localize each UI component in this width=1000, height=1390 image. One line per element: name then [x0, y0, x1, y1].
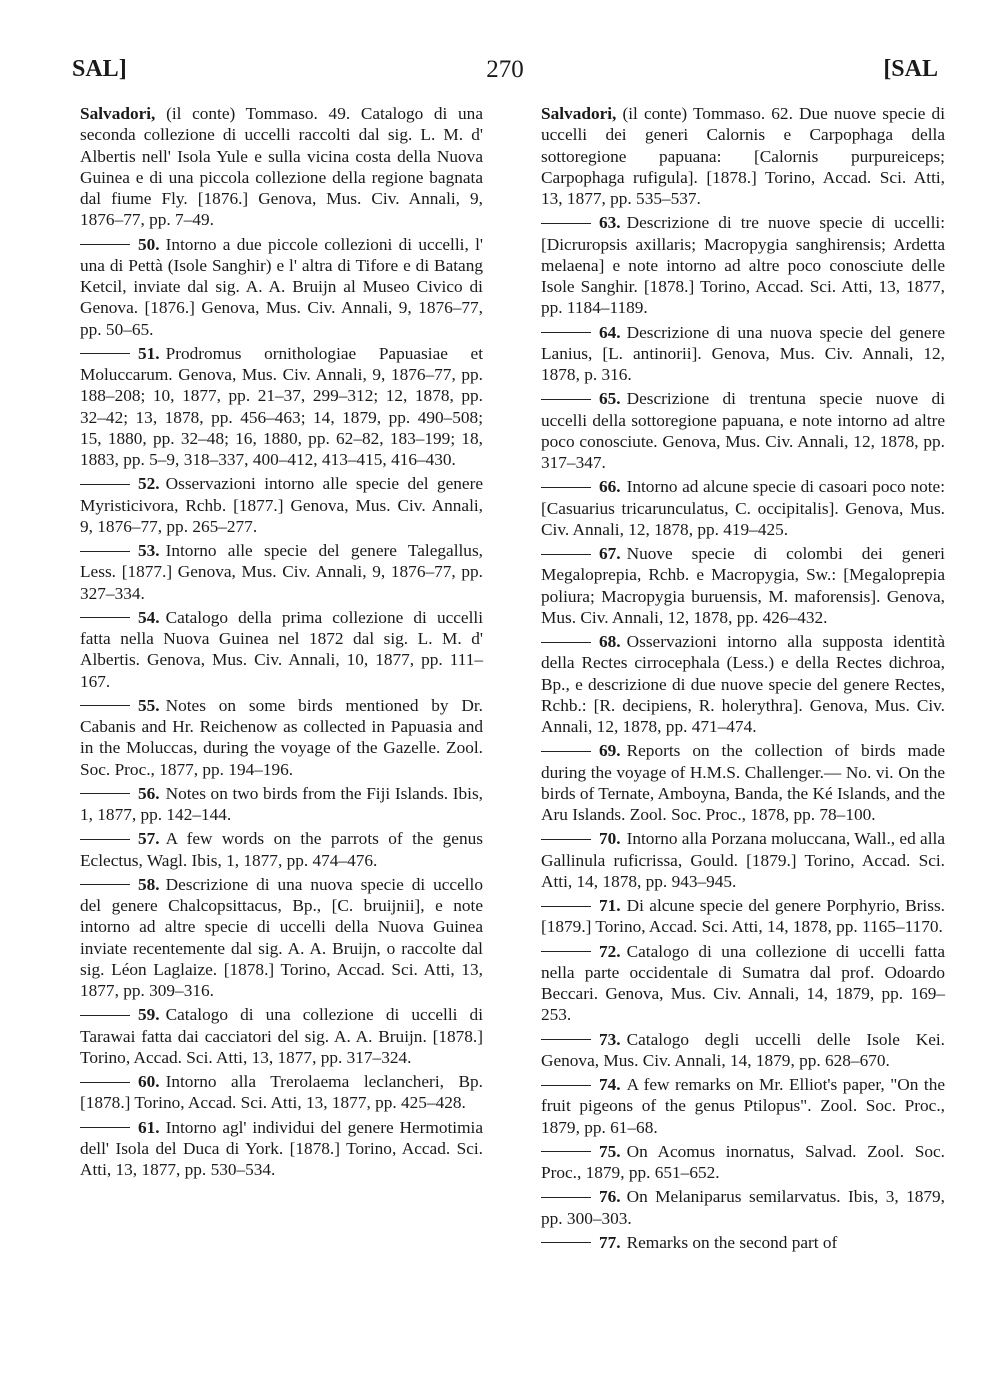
entry-text: Intorno ad alcune specie di casoari poco note: [Casuarius tricarunculatus, C. occipitalis]. Genova, Mus. Civ. Annali, 12, 1878, pp. 419–425. [541, 477, 945, 539]
bibliography-entry [80, 1004, 483, 1068]
ditto-dash [80, 884, 130, 885]
bibliography-entry [80, 607, 483, 692]
bibliography-entry [80, 828, 483, 871]
ditto-dash [541, 751, 591, 752]
ditto-dash [80, 793, 130, 794]
entry-text: A few words on the parrots of the genus Eclectus, Wagl. Ibis, 1, 1877, pp. 474–476. [80, 829, 483, 870]
bibliography-entry [80, 234, 483, 340]
entry-number: 71. [599, 896, 621, 915]
right-column [541, 103, 945, 1256]
bibliography-heading-entry [541, 103, 945, 209]
entry-number: 66. [599, 477, 621, 497]
entry-text: Prodromus ornithologiae Papuasiae et Moluccarum. Genova, Mus. Civ. Annali, 9, 1876–77, pp. 188–208; 10, 1877, pp. 21–37, 299–312; 12, 1878, pp. 32–42; 13, 1878, pp. 456–463; 14, 1879, pp. 490–508; 15, 1880, pp. 32–48; 16, 1880, pp. 62–82, 183–199; 18, 1883, pp. 5–9, 318–337, 400–412, 413–415, 416–430. [80, 343, 483, 469]
entry-number: 70. [599, 829, 621, 849]
ditto-dash [541, 332, 591, 333]
entry-text: Intorno a due piccole collezioni di uccelli, l' una di Pettà (Isole Sanghir) e l' altra di Tifore e di Batang Ketcil, inviate dal sig. A. A. Bruijn al Museo Civico di Genova. [1876.] Genova, Mus. Civ. Annali, 9, 1876–77, pp. 50–65. [80, 234, 483, 339]
ditto-dash [541, 1242, 591, 1243]
bibliography-entry [80, 1071, 483, 1114]
entry-text: Di alcune specie del genere Porphyrio, Briss. [1879.] Torino, Accad. Sci. Atti, 14, 1878, pp. 1165–1170. [541, 896, 945, 937]
entry-number: 53. [138, 541, 160, 560]
entry-number: 61. [138, 1117, 160, 1137]
entry-text: Catalogo degli uccelli delle Isole Kei. Genova, Mus. Civ. Annali, 14, 1879, pp. 628–670. [541, 1029, 945, 1070]
ditto-dash [80, 551, 130, 552]
entry-number: 52. [138, 474, 160, 494]
bibliography-entry [541, 1029, 945, 1072]
ditto-dash [80, 484, 130, 485]
left-column [80, 103, 483, 1183]
bibliography-entry [541, 322, 945, 386]
bibliography-entry [541, 828, 945, 892]
entry-text: Intorno agl' individui del genere Hermotimia dell' Isola del Duca di York. [1878.] Torino, Accad. Sci. Atti, 13, 1877, pp. 530–534. [80, 1117, 483, 1179]
bibliography-entry [80, 540, 483, 604]
entry-text: (il conte) Tommaso. 62. Due nuove specie di uccelli dei generi Calornis e Carpophaga della sottoregione papuana: [Calornis purpureiceps; Carpophaga rufigula]. [1878.] Torino, Accad. Sci. Atti, 13, 1877, pp. 535–537. [541, 104, 945, 208]
bibliography-heading-entry [80, 103, 483, 231]
entry-number: 74. [599, 1075, 621, 1094]
bibliography-entry [541, 476, 945, 540]
entry-number: 72. [599, 941, 621, 961]
entry-number: 67. [599, 544, 621, 563]
bibliography-entry [541, 740, 945, 825]
entry-text: Descrizione di una nuova specie di uccello del genere Chalcopsittacus, Bp., [C. bruijnii], e note intorno ad altre specie di uccelli della Nuova Guinea inviate recentemente dal sig. A. A. Bruijn, o raccolte dal sig. Léon Laglaize. [1878.] Torino, Accad. Sci. Atti, 13, 1877, pp. 309–316. [80, 874, 483, 1000]
bibliography-entry [541, 1074, 945, 1138]
ditto-dash [541, 554, 591, 555]
ditto-dash [541, 223, 591, 224]
bibliography-entry [541, 543, 945, 628]
entry-text: Notes on two birds from the Fiji Islands. Ibis, 1, 1877, pp. 142–144. [80, 783, 483, 824]
entry-number: 68. [599, 632, 621, 651]
ditto-dash [541, 839, 591, 840]
entry-number: 77. [599, 1232, 621, 1252]
bibliography-entry [541, 1141, 945, 1184]
entry-number: 59. [138, 1005, 160, 1025]
entry-number: 76. [599, 1187, 621, 1207]
entry-number: 64. [599, 322, 621, 342]
entry-text: Notes on some birds mentioned by Dr. Cabanis and Hr. Reichenow as collected in Papuasia and in the Moluccas, during the voyage of the Gazelle. Zool. Soc. Proc., 1877, pp. 194–196. [80, 695, 483, 779]
bibliography-entry [541, 631, 945, 737]
bibliography-entry [80, 783, 483, 826]
entry-text: Catalogo della prima collezione di uccelli fatta nella Nuova Guinea nel 1872 dal sig. L. M. d' Albertis. Genova, Mus. Civ. Annali, 10, 1877, pp. 111–167. [80, 607, 483, 691]
bibliography-entry [80, 473, 483, 537]
entry-text: Reports on the collection of birds made during the voyage of H.M.S. Challenger.— No. vi. On the birds of Ternate, Amboyna, Banda, the Ké Islands, and the Aru Islands. Zool. Soc. Proc., 1878, pp. 78–100. [541, 741, 945, 824]
header-left: SAL] [72, 56, 127, 82]
entry-number: 51. [138, 343, 160, 363]
ditto-dash [80, 1127, 130, 1128]
running-header [72, 56, 938, 90]
entry-text: Intorno alla Porzana moluccana, Wall., ed alla Gallinula ruficrissa, Gould. [1879.] Torino, Accad. Sci. Atti, 14, 1878, pp. 943–945. [541, 829, 945, 891]
entry-number: 69. [599, 741, 621, 761]
author-name: Salvadori, [541, 104, 617, 123]
entry-number: 56. [138, 783, 160, 803]
entry-text: Remarks on the second part of [626, 1232, 838, 1252]
bibliography-entry [80, 695, 483, 780]
entry-text: Catalogo di una collezione di uccelli di Tarawai fatta dai cacciatori del sig. A. A. Bruijn. [1878.] Torino, Accad. Sci. Atti, 13, 1877, pp. 317–324. [80, 1005, 483, 1067]
entry-text: Intorno alle specie del genere Talegallus, Less. [1877.] Genova, Mus. Civ. Annali, 9, 1876–77, pp. 327–334. [80, 541, 483, 603]
entry-number: 60. [138, 1072, 160, 1091]
ditto-dash [541, 1197, 591, 1198]
entry-text: Nuove specie di colombi dei generi Megaloprepia, Rchb. e Macropygia, Sw.: [Megaloprepia poliura; Macropygia buruensis, M. maforensis]. Genova, Mus. Civ. Annali, 12, 1878, pp. 426–432. [541, 544, 945, 627]
ditto-dash [80, 839, 130, 840]
ditto-dash [541, 1085, 591, 1086]
bibliography-entry [80, 1117, 483, 1181]
entry-text: Descrizione di trentuna specie nuove di uccelli della sottoregione papuana, e note intorno ad altre poco conosciute. Genova, Mus. Civ. Annali, 12, 1878, pp. 317–347. [541, 389, 945, 472]
ditto-dash [541, 1039, 591, 1040]
ditto-dash [80, 1082, 130, 1083]
header-right: [SAL [883, 56, 938, 82]
entry-text: Intorno alla Trerolaema leclancheri, Bp. [1878.] Torino, Accad. Sci. Atti, 13, 1877, pp. 425–428. [80, 1072, 483, 1113]
entry-number: 58. [138, 874, 160, 894]
entry-number: 65. [599, 389, 621, 409]
ditto-dash [541, 399, 591, 400]
entry-text: A few remarks on Mr. Elliot's paper, "On the fruit pigeons of the genus Ptilopus". Zool. Soc. Proc., 1879, pp. 61–68. [541, 1075, 945, 1137]
entry-text: Osservazioni intorno alle specie del genere Myristicivora, Rchb. [1877.] Genova, Mus. Civ. Annali, 9, 1876–77, pp. 265–277. [80, 474, 483, 536]
entry-text: Osservazioni intorno alla supposta identità della Rectes cirrocephala (Less.) e della Rectes dichroa, Bp., e descrizione di due nuove specie del genere Rectes, Rchb.: [R. decipiens, R. holerythra]. Genova, Mus. Civ. Annali, 12, 1878, pp. 471–474. [541, 632, 945, 736]
ditto-dash [80, 244, 130, 245]
entry-number: 57. [138, 829, 160, 849]
bibliography-entry [541, 895, 945, 938]
bibliography-entry [541, 941, 945, 1026]
entry-text: Descrizione di tre nuove specie di uccelli: [Dicruropsis axillaris; Macropygia sanghirensis; Ardetta melaena] e note intorno ad altre poco conosciute delle Isole Sanghir. [1878.] Torino, Accad. Sci. Atti, 13, 1877, pp. 1184–1189. [541, 213, 945, 318]
bibliography-entry [80, 343, 483, 471]
bibliography-entry [541, 1232, 945, 1253]
entry-number: 63. [599, 213, 621, 233]
entry-number: 54. [138, 607, 160, 627]
bibliography-entry [541, 1186, 945, 1229]
bibliography-entry [541, 388, 945, 473]
entry-text: Descrizione di una nuova specie del genere Lanius, [L. antinorii]. Genova, Mus. Civ. Annali, 12, 1878, p. 316. [541, 322, 945, 384]
entry-number: 75. [599, 1141, 621, 1161]
ditto-dash [541, 1151, 591, 1152]
page-number: 270 [486, 56, 524, 83]
entry-number: 73. [599, 1029, 621, 1049]
ditto-dash [541, 642, 591, 643]
entry-text: On Acomus inornatus, Salvad. Zool. Soc. Proc., 1879, pp. 651–652. [541, 1141, 945, 1182]
ditto-dash [80, 1015, 130, 1016]
ditto-dash [80, 617, 130, 618]
entry-text: Catalogo di una collezione di uccelli fatta nella parte occidentale di Sumatra dal prof. Odoardo Beccari. Genova, Mus. Civ. Annali, 14, 1879, pp. 169–253. [541, 941, 945, 1025]
entry-text: (il conte) Tommaso. 49. Catalogo di una seconda collezione di uccelli raccolti dal sig. L. M. d' Albertis nell' Isola Yule e sulla vicina costa della Nuova Guinea e di una piccola collezione della regione bagnata dal fiume Fly. [1876.] Genova, Mus. Civ. Annali, 9, 1876–77, pp. 7–49. [80, 104, 483, 230]
entry-number: 55. [138, 695, 160, 715]
entry-number: 50. [138, 234, 160, 254]
author-name: Salvadori, [80, 104, 156, 123]
ditto-dash [541, 906, 591, 907]
bibliography-entry [80, 874, 483, 1002]
entry-text: On Melaniparus semilarvatus. Ibis, 3, 1879, pp. 300–303. [541, 1187, 945, 1228]
ditto-dash [541, 951, 591, 952]
ditto-dash [541, 487, 591, 488]
ditto-dash [80, 705, 130, 706]
ditto-dash [80, 353, 130, 354]
bibliography-entry [541, 212, 945, 318]
